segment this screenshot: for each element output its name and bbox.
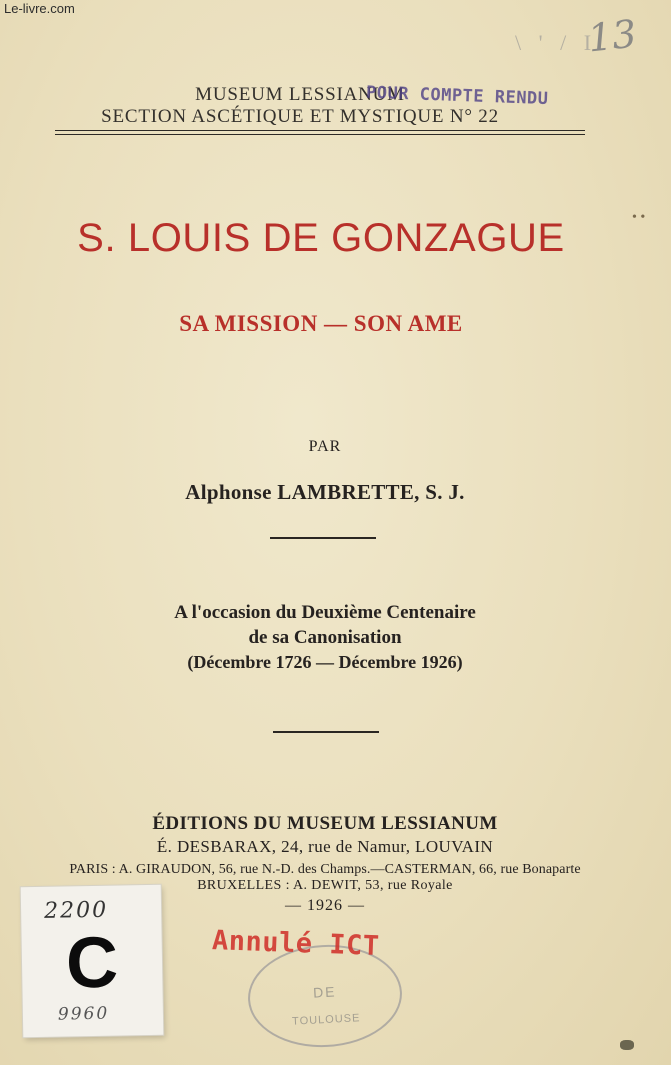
publisher-name: ÉDITIONS DU MUSEUM LESSIANUM	[152, 813, 498, 834]
publisher-address: É. DESBARAX, 24, rue de Namur, LOUVAIN	[156, 837, 494, 856]
by-label: PAR	[308, 438, 342, 455]
site-watermark: Le-livre.com	[4, 1, 75, 16]
bruxelles-distributor: BRUXELLES : A. DEWIT, 53, rue Royale	[197, 878, 453, 893]
handwritten-number: 13	[585, 11, 639, 61]
handwritten-ticks: \ ' / I	[515, 30, 598, 55]
occasion-line: A l'occasion du Deuxième Centenaire	[174, 602, 476, 623]
occasion-line: de sa Canonisation	[248, 627, 402, 648]
header-double-rule	[55, 130, 585, 135]
author-name: Alphonse LAMBRETTE, S. J.	[185, 480, 465, 504]
ornament-dots: • •	[632, 210, 646, 225]
occasion-dates: (Décembre 1726 — Décembre 1926)	[187, 652, 463, 672]
review-stamp: POUR COMPTE RENDU	[365, 82, 549, 110]
paris-distributors: PARIS : A. GIRAUDON, 56, rue N.-D. des Champs.—CASTERMAN, 66, rue Bonaparte	[69, 862, 581, 877]
divider-rule	[270, 537, 376, 539]
series-name: MUSEUM LESSIANUM	[195, 84, 405, 105]
library-shelf-label	[21, 885, 164, 1037]
label-letter: C	[65, 922, 119, 1004]
stamp-text: DE	[312, 983, 337, 1001]
cancelled-stamp: Annulé ICT	[211, 925, 381, 962]
publication-year: — 1926 —	[285, 897, 365, 914]
book-subtitle: SA MISSION — SON AME	[179, 311, 463, 336]
label-number-bottom: 9960	[57, 1003, 110, 1025]
divider-rule	[273, 731, 379, 733]
book-title: S. LOUIS DE GONZAGUE	[77, 216, 565, 260]
stamp-text: TOULOUSE	[291, 1012, 361, 1028]
occasion-block	[0, 600, 650, 675]
label-number-top: 2200	[43, 897, 109, 924]
paper-stain	[620, 1040, 634, 1050]
series-section: SECTION ASCÉTIQUE ET MYSTIQUE N° 22	[101, 106, 499, 127]
